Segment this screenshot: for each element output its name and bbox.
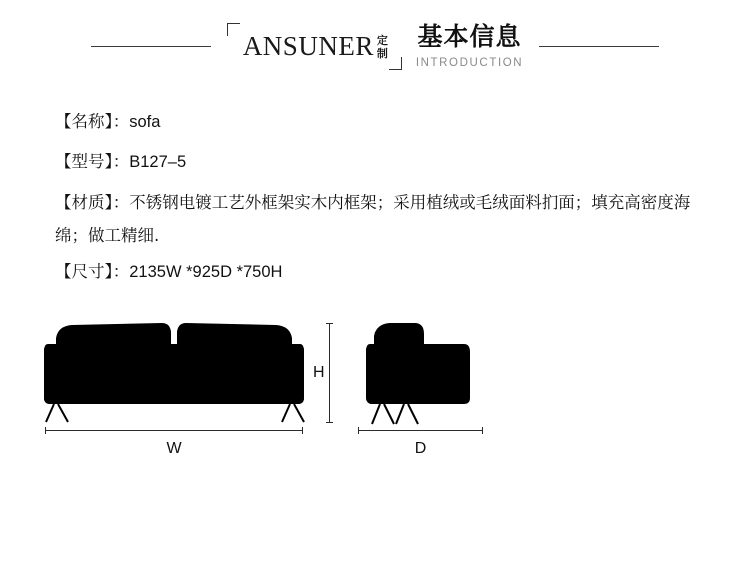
- spec-row: [55, 252, 700, 292]
- spec-label-model: 【型号】：: [55, 152, 130, 171]
- width-label: W: [166, 440, 182, 457]
- brand-cn-line2: 制: [376, 46, 388, 60]
- height-dimension-line: [329, 323, 330, 423]
- spec-label-size: 【尺寸】：: [55, 262, 130, 281]
- depth-label: D: [414, 440, 427, 457]
- brand-cn-line1: 定: [376, 33, 388, 47]
- spec-row: [55, 142, 700, 182]
- spec-row: [55, 102, 700, 142]
- spec-row: [55, 186, 700, 252]
- brand-cn-suffix: [377, 34, 388, 60]
- spec-list: [55, 102, 700, 292]
- header-inner: [91, 23, 659, 70]
- height-label: H: [313, 364, 325, 381]
- header-rule-right: [539, 46, 659, 47]
- header-rule-left: [91, 46, 211, 47]
- spec-value-material: 不锈钢电镀工艺外框架实木内框架；采用植绒或毛绒面料扪面；填充高密度海绵；做工精细.: [55, 193, 691, 245]
- page-title-en: INTRODUCTION: [415, 57, 524, 70]
- page-title-cn: 基本信息: [417, 21, 522, 51]
- spec-value-model: B127–5: [129, 153, 187, 171]
- spec-label-material: 【材质】：: [55, 193, 130, 212]
- spec-label-name: 【名称】：: [55, 112, 130, 131]
- height-dimension: [313, 318, 330, 428]
- depth-dimension-line: [358, 430, 483, 431]
- page-header: [0, 0, 750, 92]
- page-title: [416, 23, 523, 70]
- sofa-side-view-icon: [360, 318, 485, 433]
- brand-logo: [227, 23, 402, 70]
- width-dimension-line: [45, 430, 303, 431]
- spec-value-size: 2135W *925D *750H: [129, 263, 283, 281]
- sofa-front-view-icon: [38, 318, 308, 433]
- brand-name: ANSUNER: [242, 30, 374, 61]
- depth-dimension: [358, 430, 483, 458]
- spec-value-name: sofa: [129, 113, 161, 131]
- dimension-diagram: [0, 318, 750, 478]
- width-dimension: [45, 430, 303, 458]
